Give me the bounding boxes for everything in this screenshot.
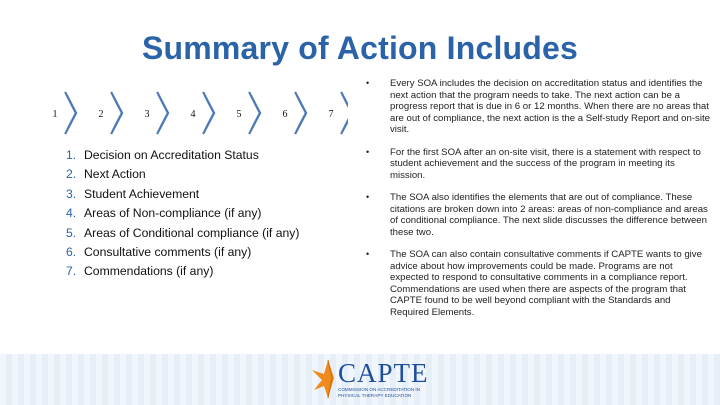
chevron-label: 5 xyxy=(236,109,242,120)
item-number: 2. xyxy=(66,167,77,182)
bullet-text: The SOA can also contain consultative comments if CAPTE wants to give advice about how improvements could be made. Programs are not expected to respond to consultative comments in a compliance report. Commendations are used when there are aspects of the program that CAPTE found to be well beyond compliant with the Standards and Required Elements. xyxy=(390,249,702,318)
bullet-text: For the first SOA after an on-site visit, there is a statement with respect to student achievement and the success of the program in meeting its mission. xyxy=(390,146,701,181)
list-item xyxy=(66,224,299,243)
list-item xyxy=(66,204,299,223)
item-text: Next Action xyxy=(84,167,146,182)
item-number: 7. xyxy=(66,264,77,279)
chevron-step-3 xyxy=(120,92,168,134)
slide-title: Summary of Action Includes xyxy=(141,30,579,66)
chevron-step-2 xyxy=(74,92,122,134)
bullet-dot: • xyxy=(366,78,370,88)
bullet-item xyxy=(366,78,710,136)
chevron-step-1 xyxy=(28,92,76,134)
item-text: Areas of Non-compliance (if any) xyxy=(84,206,262,221)
item-number: 1. xyxy=(66,148,77,162)
list-item xyxy=(66,185,299,204)
action-items-list xyxy=(66,146,299,282)
item-text: Decision on Accreditation Status xyxy=(84,148,259,162)
item-text: Areas of Conditional compliance (if any) xyxy=(84,225,300,240)
bullet-dot: • xyxy=(366,146,370,157)
item-text: Consultative comments (if any) xyxy=(84,244,252,259)
bullet-item xyxy=(366,147,710,182)
bullet-dot: • xyxy=(366,249,370,259)
list-item xyxy=(66,243,299,262)
list-item xyxy=(66,165,299,184)
chevron-step-5 xyxy=(212,92,260,134)
bullet-dot: • xyxy=(366,192,370,202)
logo-subtitle: COMMISSION ON ACCREDITATION IN PHYSICAL THERAPY EDUCATION xyxy=(338,387,421,398)
chevron-step-6 xyxy=(258,92,306,134)
bullet-item xyxy=(366,249,710,318)
chevron-label: 3 xyxy=(144,109,150,120)
item-text: Student Achievement xyxy=(84,186,200,201)
explanation-bullets xyxy=(366,78,710,329)
chevron-label: 4 xyxy=(190,109,196,120)
item-number: 5. xyxy=(66,225,77,240)
bullet-text: Every SOA includes the decision on accreditation status and identifies the next action that the program needs to take. The next action can be a progress report that is due in 6 or 12 months. When there are no areas that are out of compliance, the next action is the a Self-study Report and on-site visit. xyxy=(390,78,710,135)
process-chevrons xyxy=(28,88,348,138)
chevron-label: 1 xyxy=(52,109,58,120)
chevron-label: 7 xyxy=(328,109,334,120)
chevron-step-4 xyxy=(166,92,214,134)
item-number: 4. xyxy=(66,206,77,221)
list-item xyxy=(66,146,299,165)
item-number: 3. xyxy=(66,186,77,201)
item-number: 6. xyxy=(66,244,77,259)
chevron-step-7 xyxy=(304,92,348,134)
item-text: Commendations (if any) xyxy=(84,264,214,279)
chevron-label: 2 xyxy=(98,109,104,120)
bullet-text: The SOA also identifies the elements that are out of compliance. These citations are broken down into 2 areas: areas of non-compliance and areas of conditional compliance. The next slide discusses the difference between these two. xyxy=(390,192,708,238)
chevron-label: 6 xyxy=(282,109,288,120)
logo-wordmark: CAPTE xyxy=(338,358,429,388)
bullet-item xyxy=(366,192,710,238)
list-item xyxy=(66,262,299,281)
